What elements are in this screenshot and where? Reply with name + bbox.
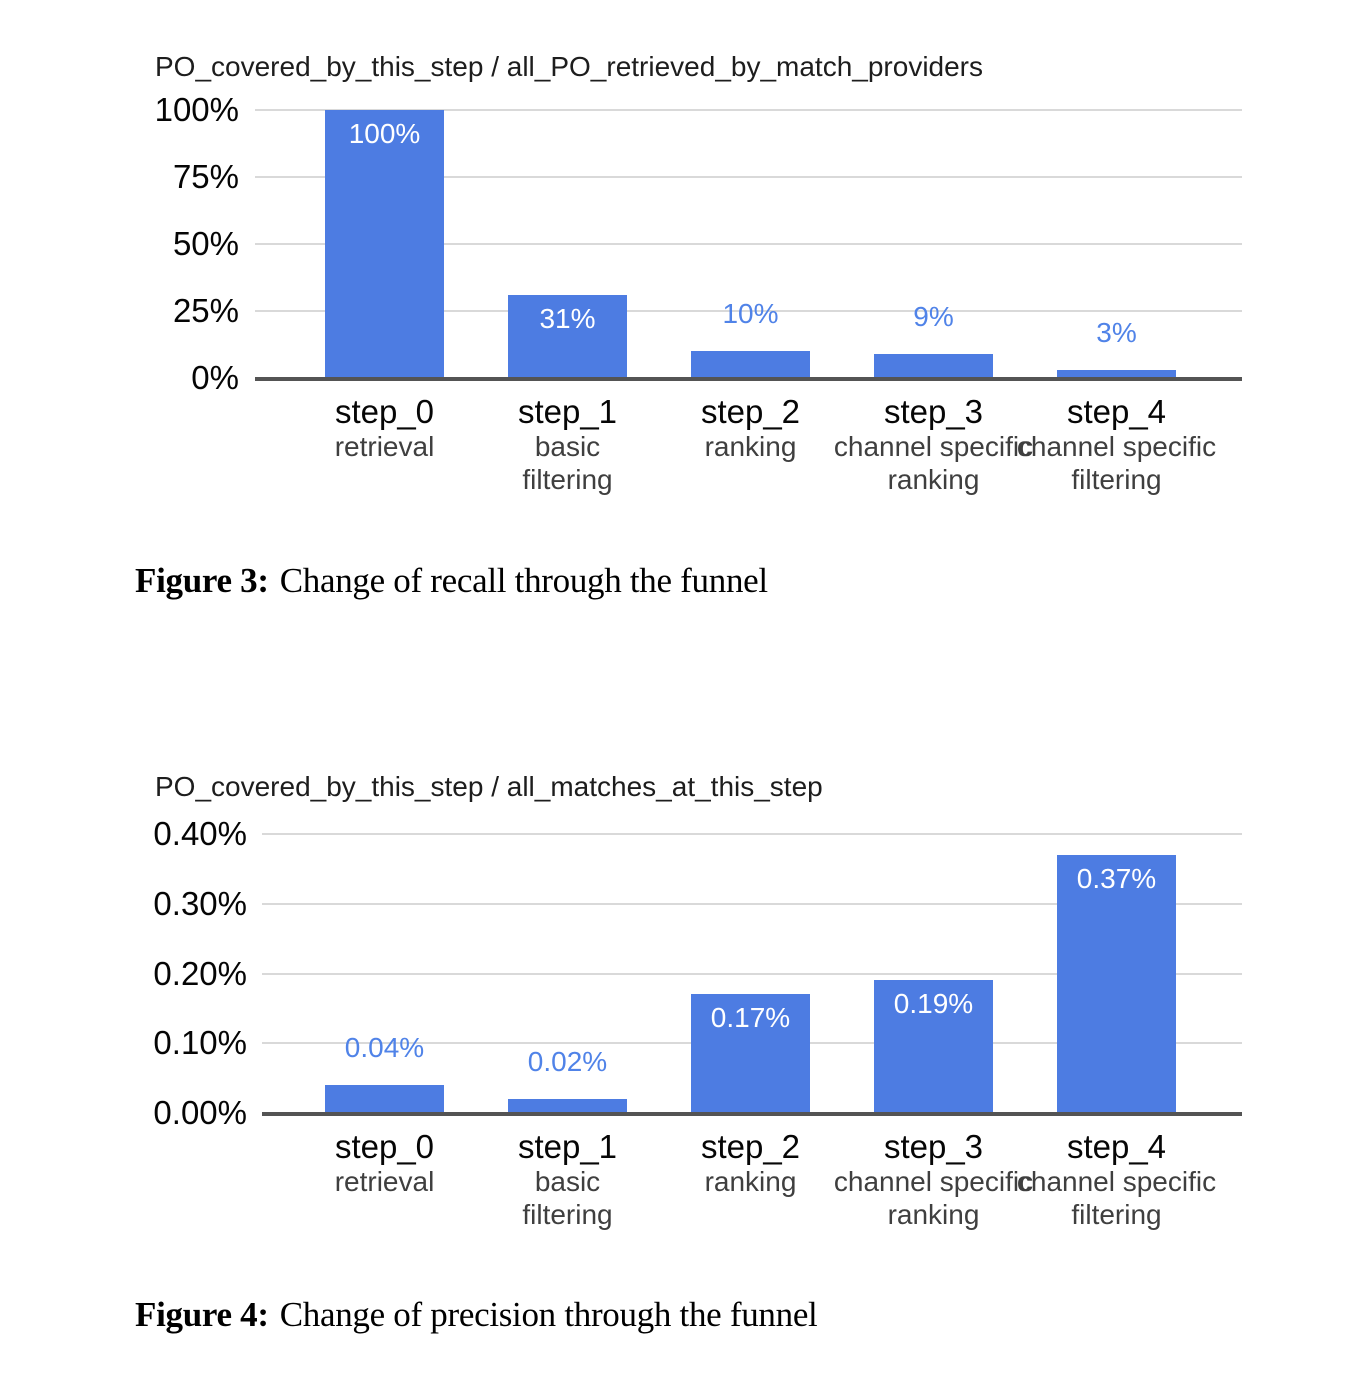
category-step-label: step_1 <box>517 393 618 430</box>
category-sublabel: ranking <box>887 464 980 495</box>
category-sublabel: channel specific <box>1016 1166 1217 1197</box>
bar-value-label: 100% <box>348 118 421 149</box>
y-axis-tick-label: 0.00% <box>153 1094 247 1131</box>
y-axis-tick-label: 75% <box>172 158 239 195</box>
category-sublabel: channel specific <box>833 1166 1034 1197</box>
y-axis-tick-label: 50% <box>172 225 239 262</box>
category-step-label: step_4 <box>1066 393 1167 430</box>
category-sublabel: filtering <box>1071 1199 1162 1230</box>
bar <box>874 354 993 378</box>
y-axis-tick-label: 100% <box>154 91 239 128</box>
category-step-label: step_4 <box>1066 1128 1167 1165</box>
figure-caption <box>135 560 768 602</box>
bar <box>691 351 810 378</box>
figure-number: Figure 3: <box>135 561 269 600</box>
category-sublabel: basic <box>534 1166 601 1197</box>
category-sublabel: retrieval <box>334 431 435 462</box>
y-axis-tick-label: 0.20% <box>153 954 247 992</box>
bar-value-label: 31% <box>539 303 596 334</box>
x-axis-line <box>255 377 1242 381</box>
y-axis-tick-label: 0% <box>191 359 239 396</box>
figure-caption-text: Change of recall through the funnel <box>279 561 768 600</box>
chart-title: PO_covered_by_this_step / all_PO_retrieved_by_match_providers <box>155 51 984 82</box>
category-sublabel: ranking <box>887 1199 980 1230</box>
bar-value-label: 0.19% <box>893 988 974 1019</box>
y-axis-tick-label: 0.10% <box>153 1024 247 1062</box>
bar-value-label: 0.17% <box>710 1002 791 1033</box>
bar-value-label: 10% <box>722 298 779 329</box>
x-axis-category-label <box>1005 1129 1229 1231</box>
x-axis-line <box>262 1112 1242 1116</box>
bar-value-label: 3% <box>1096 317 1137 348</box>
bar-value-label: 0.37% <box>1076 863 1157 894</box>
y-axis-tick-label: 0.40% <box>153 815 247 852</box>
category-sublabel: basic <box>534 431 601 462</box>
category-step-label: step_0 <box>334 1128 435 1165</box>
chart-title: PO_covered_by_this_step / all_matches_at_this_step <box>155 771 823 802</box>
category-sublabel: retrieval <box>334 1166 435 1197</box>
category-sublabel: ranking <box>704 431 797 462</box>
category-sublabel: filtering <box>522 464 613 495</box>
bar <box>325 110 444 378</box>
figure-caption-text: Change of precision through the funnel <box>279 1295 818 1334</box>
x-axis-category-label <box>1005 394 1229 496</box>
bar-value-label: 0.04% <box>344 1032 425 1063</box>
y-axis-tick-label: 0.30% <box>153 884 247 922</box>
category-step-label: step_0 <box>334 393 435 430</box>
category-step-label: step_2 <box>700 393 801 430</box>
category-sublabel: ranking <box>704 1166 797 1197</box>
category-step-label: step_3 <box>883 1128 984 1165</box>
bar <box>508 1099 627 1113</box>
category-step-label: step_3 <box>883 393 984 430</box>
category-sublabel: filtering <box>522 1199 613 1230</box>
bar <box>325 1085 444 1113</box>
category-step-label: step_1 <box>517 1128 618 1165</box>
category-sublabel: channel specific <box>1016 431 1217 462</box>
gridline <box>262 833 1242 835</box>
category-step-label: step_2 <box>700 1128 801 1165</box>
figure-number: Figure 4: <box>135 1295 269 1334</box>
figure-caption <box>135 1294 817 1336</box>
category-sublabel: channel specific <box>833 431 1034 462</box>
category-sublabel: filtering <box>1071 464 1162 495</box>
bar-value-label: 9% <box>913 301 954 332</box>
y-axis-tick-label: 25% <box>172 292 239 329</box>
bar-value-label: 0.02% <box>527 1046 608 1077</box>
